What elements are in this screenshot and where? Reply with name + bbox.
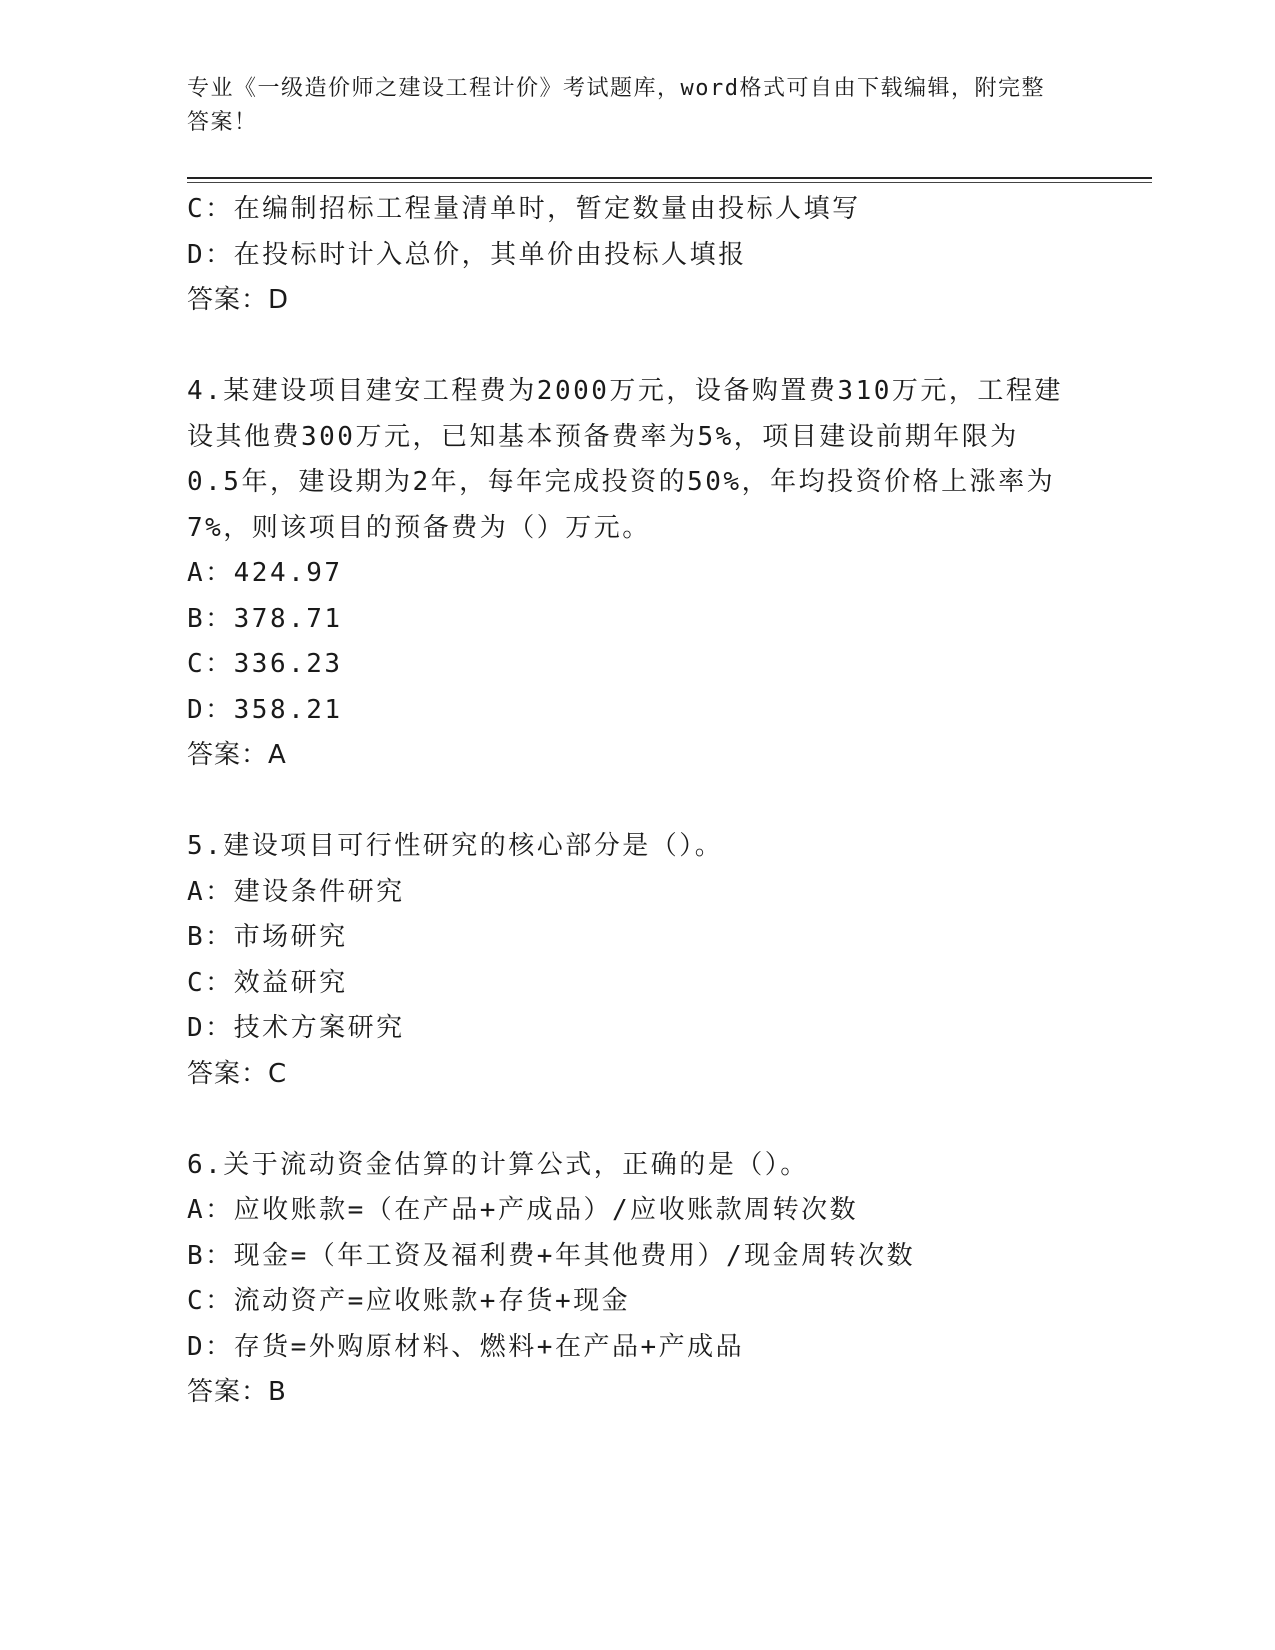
spacer xyxy=(187,1097,1087,1143)
option-d: D：技术方案研究 xyxy=(187,1013,405,1043)
answer: 答案：B xyxy=(187,1377,287,1407)
question-stem: 5.建设项目可行性研究的核心部分是（）。 xyxy=(187,831,724,861)
option-c: C：336.23 xyxy=(187,649,343,679)
header-rule-thin xyxy=(187,182,1152,183)
option-a: A：建设条件研究 xyxy=(187,876,405,907)
answer: 答案：A xyxy=(187,740,287,770)
option-d: D：存货=外购原材料、燃料+在产品+产成品 xyxy=(187,1331,745,1362)
question-stem: 6.关于流动资金估算的计算公式，正确的是（）。 xyxy=(187,1149,809,1180)
option-d: D：在投标时计入总价，其单价由投标人填报 xyxy=(187,239,747,270)
answer: 答案：C xyxy=(187,1058,288,1089)
option-b: B：378.71 xyxy=(187,603,343,634)
question-stem-line: 7%，则该项目的预备费为（）万元。 xyxy=(187,512,651,543)
question-list xyxy=(187,187,1087,1416)
question-stem-line: 设其他费300万元，已知基本预备费率为5%，项目建设前期年限为 xyxy=(187,421,1019,452)
option-b: B：市场研究 xyxy=(187,922,348,952)
question-stem-line: 0.5年，建设期为2年，每年完成投资的50%，年均投资价格上涨率为 xyxy=(187,467,1056,497)
document-header: 专业《一级造价师之建设工程计价》考试题库，word格式可自由下载编辑，附完整答案！ xyxy=(187,76,1045,135)
option-c: C：效益研究 xyxy=(187,967,348,998)
question-6 xyxy=(187,1143,1087,1416)
option-a: A：应收账款=（在产品+产成品）/应收账款周转次数 xyxy=(187,1195,859,1225)
spacer xyxy=(187,324,1087,370)
question-4 xyxy=(187,369,1087,779)
spacer xyxy=(187,779,1087,825)
header-rule-thick xyxy=(187,177,1152,179)
option-d: D：358.21 xyxy=(187,694,343,725)
option-c: C：流动资产=应收账款+存货+现金 xyxy=(187,1286,631,1316)
option-b: B：现金=（年工资及福利费+年其他费用）/现金周转次数 xyxy=(187,1240,916,1271)
option-c: C：在编制招标工程量清单时，暂定数量由投标人填写 xyxy=(187,194,861,224)
question-stem-line: 4.某建设项目建安工程费为2000万元，设备购置费310万元，工程建 xyxy=(187,376,1063,406)
option-a: A：424.97 xyxy=(187,558,343,588)
question-3-tail xyxy=(187,187,1087,324)
question-5 xyxy=(187,824,1087,1097)
answer: 答案：D xyxy=(187,285,290,315)
